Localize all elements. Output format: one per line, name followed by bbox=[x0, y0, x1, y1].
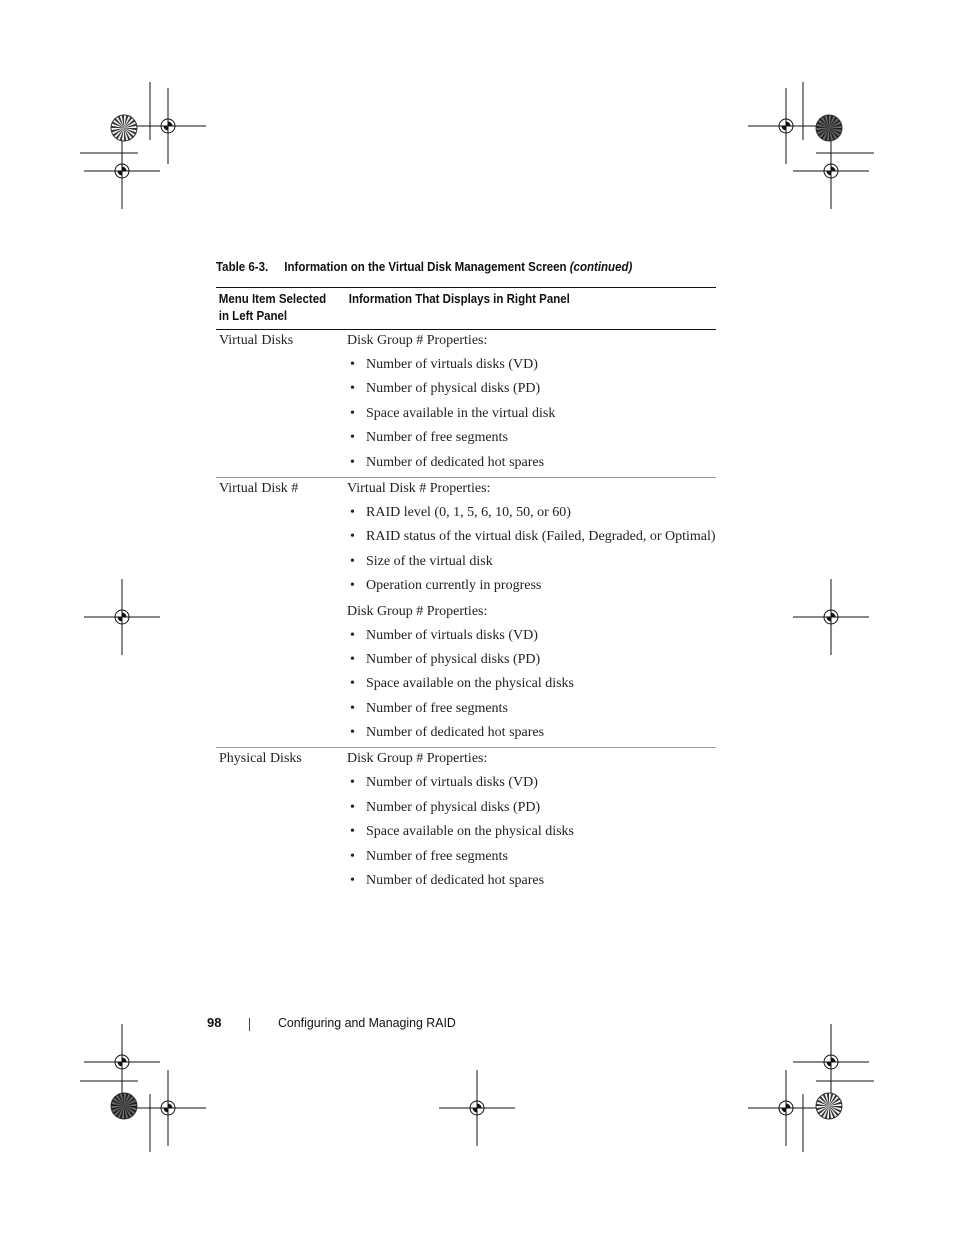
bullet-icon: • bbox=[350, 651, 355, 667]
printer-calibration-disc-icon bbox=[816, 1093, 842, 1119]
list-item bbox=[347, 699, 716, 723]
properties-label: Disk Group # Properties: bbox=[347, 751, 488, 767]
list-item-text: Number of physical disks (PD) bbox=[366, 651, 541, 667]
properties-label: Disk Group # Properties: bbox=[347, 333, 488, 348]
bullet-icon: • bbox=[350, 578, 355, 594]
list-item bbox=[347, 503, 716, 527]
page-number: 98 bbox=[207, 1015, 222, 1030]
registration-crosshair-icon bbox=[748, 1070, 824, 1146]
list-item-text: RAID level (0, 1, 5, 6, 10, 50, or 60) bbox=[366, 504, 571, 520]
list-item bbox=[347, 773, 716, 797]
list-item-text: Number of physical disks (PD) bbox=[366, 799, 541, 815]
list-item-text: Number of dedicated hot spares bbox=[366, 873, 545, 889]
list-item bbox=[347, 626, 716, 650]
list-item-text: RAID status of the virtual disk (Failed, Degraded, or Optimal) bbox=[366, 529, 716, 545]
bullet-icon: • bbox=[350, 627, 355, 643]
menu-item-cell: Virtual Disk # bbox=[219, 480, 299, 496]
table-header bbox=[216, 288, 716, 330]
table-title: Information on the Virtual Disk Management Screen bbox=[284, 260, 567, 274]
registration-crosshair-icon bbox=[793, 579, 869, 655]
bullet-icon: • bbox=[350, 700, 355, 716]
list-item bbox=[347, 822, 716, 846]
table-body bbox=[216, 330, 716, 895]
table-row bbox=[216, 330, 716, 478]
registration-crosshair-icon bbox=[748, 88, 824, 164]
menu-item-cell: Virtual Disks bbox=[219, 333, 294, 348]
table-caption bbox=[216, 260, 632, 274]
header-menu-item: Menu Item Selected in Left Panel bbox=[218, 292, 327, 323]
list-item-text: Operation currently in progress bbox=[366, 578, 542, 594]
list-item-text: Number of virtuals disks (VD) bbox=[366, 357, 538, 372]
list-item-text: Number of free segments bbox=[366, 430, 508, 446]
registration-crosshair-icon bbox=[130, 88, 206, 164]
registration-crosshair-icon bbox=[793, 133, 869, 209]
bullet-icon: • bbox=[350, 848, 355, 864]
header-information: Information That Displays in Right Panel bbox=[348, 292, 570, 306]
bullet-icon: • bbox=[350, 553, 355, 569]
list-item-text: Number of free segments bbox=[366, 700, 508, 716]
bullet-icon: • bbox=[350, 504, 355, 520]
bullet-icon: • bbox=[350, 824, 355, 840]
list-item bbox=[347, 453, 716, 477]
table-continued-label: (continued) bbox=[569, 260, 633, 274]
list-item bbox=[347, 552, 716, 576]
information-cell bbox=[347, 478, 716, 748]
properties-label: Virtual Disk # Properties: bbox=[347, 480, 491, 496]
list-item bbox=[347, 674, 716, 698]
information-cell bbox=[347, 330, 716, 477]
printer-calibration-disc-icon bbox=[816, 115, 842, 141]
printer-calibration-disc-icon bbox=[111, 115, 137, 141]
list-item-text: Number of free segments bbox=[366, 848, 508, 864]
list-item-text: Number of dedicated hot spares bbox=[366, 725, 545, 741]
list-item bbox=[347, 355, 716, 379]
bullet-icon: • bbox=[350, 676, 355, 692]
printer-calibration-disc-icon bbox=[111, 1093, 137, 1119]
list-item bbox=[347, 650, 716, 674]
list-item bbox=[347, 576, 716, 600]
list-item-text: Space available in the virtual disk bbox=[366, 405, 556, 421]
menu-item-cell: Physical Disks bbox=[219, 751, 302, 767]
list-item bbox=[347, 428, 716, 452]
list-item bbox=[347, 379, 716, 403]
bullet-icon: • bbox=[350, 454, 355, 470]
bullet-icon: • bbox=[350, 725, 355, 741]
registration-crosshair-icon bbox=[84, 1024, 160, 1100]
list-item bbox=[347, 527, 716, 551]
list-item bbox=[347, 847, 716, 871]
registration-crosshair-icon bbox=[793, 1024, 869, 1100]
footer-separator bbox=[249, 1018, 250, 1031]
list-item-text: Space available on the physical disks bbox=[366, 676, 574, 692]
list-item-text: Number of dedicated hot spares bbox=[366, 454, 545, 470]
footer-section-title: Configuring and Managing RAID bbox=[278, 1015, 456, 1030]
list-item-text: Number of virtuals disks (VD) bbox=[366, 627, 538, 643]
list-item bbox=[347, 723, 716, 747]
table-number: Table 6-3. bbox=[216, 260, 269, 274]
list-item-text: Size of the virtual disk bbox=[366, 553, 493, 569]
registration-crosshair-icon bbox=[84, 133, 160, 209]
list-item bbox=[347, 798, 716, 822]
table-row bbox=[216, 748, 716, 895]
list-item bbox=[347, 404, 716, 428]
list-item-text: Space available on the physical disks bbox=[366, 824, 574, 840]
bullet-icon: • bbox=[350, 529, 355, 545]
bullet-icon: • bbox=[350, 405, 355, 421]
list-item-text: Number of virtuals disks (VD) bbox=[366, 775, 538, 791]
bullet-icon: • bbox=[350, 357, 355, 372]
registration-crosshair-icon bbox=[130, 1070, 206, 1146]
table-row bbox=[216, 478, 716, 749]
bullet-icon: • bbox=[350, 873, 355, 889]
list-item bbox=[347, 871, 716, 895]
bullet-icon: • bbox=[350, 430, 355, 446]
registration-crosshair-icon bbox=[84, 579, 160, 655]
bullet-icon: • bbox=[350, 799, 355, 815]
properties-label: Disk Group # Properties: bbox=[347, 603, 488, 619]
registration-crosshair-icon bbox=[439, 1070, 515, 1146]
information-cell bbox=[347, 748, 716, 895]
info-table bbox=[216, 287, 716, 895]
bullet-icon: • bbox=[350, 775, 355, 791]
bullet-icon: • bbox=[350, 381, 355, 397]
list-item-text: Number of physical disks (PD) bbox=[366, 381, 541, 397]
